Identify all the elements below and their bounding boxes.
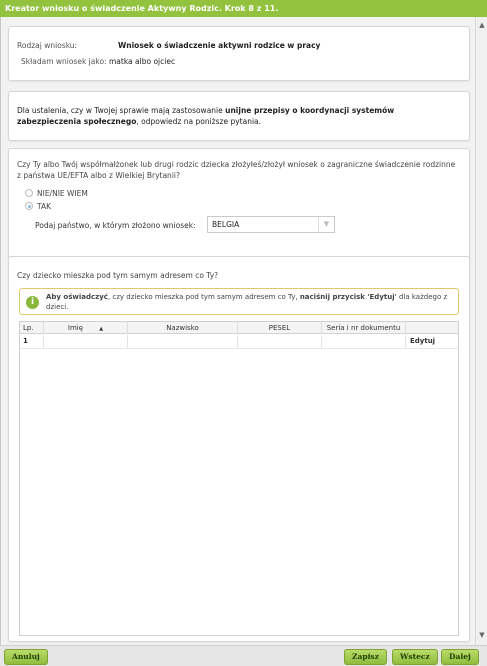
cancel-button[interactable]: Anuluj [4, 649, 48, 665]
foreign-benefit-panel [8, 148, 470, 260]
info-text [46, 292, 454, 312]
next-button[interactable]: Dalej [441, 649, 479, 665]
col-nazwisko[interactable]: Nazwisko [128, 322, 238, 334]
coordination-text-pre: Dla ustalenia, czy w Twojej sprawie mają zastosowanie [17, 106, 226, 115]
info-text-bold1: Aby oświadczyć [46, 293, 108, 301]
info-text-bold2: naciśnij przycisk 'Edytuj' [299, 293, 397, 301]
country-label: Podaj państwo, w którym złożono wniosek: [35, 221, 196, 230]
info-box [19, 288, 459, 315]
request-type-value: Wniosek o świadczenie aktywni rodzice w pracy [118, 41, 321, 50]
scroll-area [4, 17, 474, 645]
radio-yes[interactable] [25, 202, 33, 210]
applicant-as-label: Składam wniosek jako: [21, 57, 107, 66]
col-seria[interactable]: Seria i nr dokumentu [322, 322, 406, 334]
save-button[interactable]: Zapisz [344, 649, 387, 665]
vertical-scrollbar[interactable] [475, 17, 487, 645]
radio-yes-label: TAK [37, 202, 52, 211]
coordination-text-bold: unijne przepisy o koordynacji systemów zabezpieczenia społecznego [17, 106, 395, 126]
table-row [20, 322, 458, 349]
child-address-panel [8, 256, 470, 642]
info-text-post: dla każdego z dzieci. [46, 293, 448, 311]
coordination-text-post: , odpowiedz na poniższe pytania. [136, 117, 262, 126]
row-seria [322, 335, 406, 348]
child-address-question: Czy dziecko mieszka pod tym samym adresem co Ty? [17, 271, 219, 280]
col-pesel[interactable]: PESEL [238, 322, 322, 334]
row-lp: 1 [20, 335, 44, 348]
row-imie [44, 335, 128, 348]
back-button[interactable]: Wstecz [392, 649, 438, 665]
chevron-down-icon[interactable]: ▼ [318, 217, 334, 232]
window-title: Kreator wniosku o świadczenie Aktywny Rodzic. Krok 8 z 11. [0, 0, 487, 17]
coordination-panel [8, 91, 470, 141]
footer-bar [0, 645, 487, 666]
radio-no-label: NIE/NIE WIEM [37, 189, 88, 198]
radio-no[interactable] [25, 189, 33, 197]
chevron-down-icon[interactable]: ▼ [479, 631, 485, 639]
edit-button[interactable]: Edytuj [410, 337, 436, 345]
chevron-up-icon[interactable]: ▲ [479, 21, 485, 29]
row-nazwisko [128, 335, 238, 348]
sort-asc-icon: ▲ [99, 326, 104, 332]
country-select-value: BELGIA [212, 220, 240, 229]
wizard-content [0, 17, 487, 645]
coordination-text [17, 105, 457, 127]
children-table [19, 321, 459, 636]
col-lp[interactable]: Lp. [20, 322, 44, 334]
request-type-label: Rodzaj wniosku: [17, 41, 78, 50]
row-pesel [238, 335, 322, 348]
country-select[interactable] [207, 216, 335, 233]
foreign-benefit-question: Czy Ty albo Twój współmałżonek lub drugi rodzic dziecka złożyłeś/złożył wniosek o zagraniczne świadczenie rodzinne z państwa UE/EFTA albo z Wielkiej Brytanii? [17, 160, 456, 180]
col-imie-label: Imię [67, 324, 84, 332]
info-text-mid: , czy dziecko mieszka pod tym samym adresem co Ty, [107, 293, 300, 301]
applicant-as-value: matka albo ojciec [109, 57, 176, 66]
summary-panel [8, 26, 470, 81]
info-icon: i [26, 296, 39, 309]
